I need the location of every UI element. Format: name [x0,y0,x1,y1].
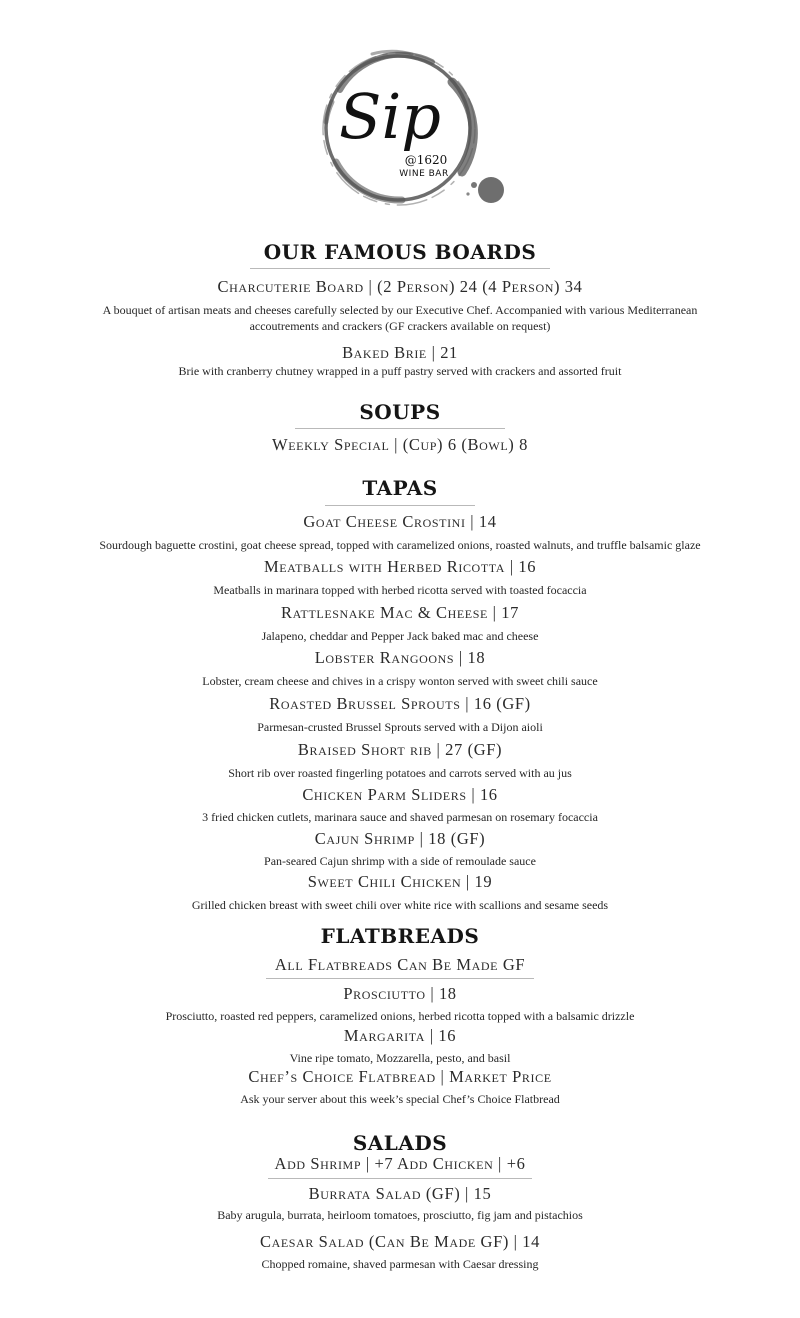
tapas-item-description: Meatballs in marinara topped with herbed ricotta served with toasted focaccia [213,583,587,597]
tapas-item-title: Roasted Brussel Sprouts | 16 (GF) [269,694,531,713]
tapas-item-title: Rattlesnake Mac & Cheese | 17 [280,603,519,622]
logo-name: Sip [339,80,441,153]
flatbread-item-description: Ask your server about this week’s special Chef’s Choice Flatbread [240,1092,560,1106]
tapas-item-description: Parmesan-crusted Brussel Sprouts served with a Dijon aioli [257,720,543,734]
tapas-item-description: Sourdough baguette crostini, goat cheese spread, topped with caramelized onions, roasted walnuts, and truffle balsamic glaze [99,538,701,552]
tapas-item-description: Pan-seared Cajun shrimp with a side of remoulade sauce [264,854,536,868]
wine-drop-icon [478,177,504,203]
boards-heading: OUR FAMOUS BOARDS [263,240,537,264]
tapas-item-title: Chicken Parm Sliders | 16 [302,785,498,804]
charcuterie-board-description: A bouquet of artisan meats and cheeses carefully selected by our Executive Chef. Accompanied with various Mediterranean [102,303,698,317]
tapas-item-description: Grilled chicken breast with sweet chili over white rice with scallions and sesame seeds [191,898,609,912]
weekly-special-title: Weekly Special | (Cup) 6 (Bowl) 8 [272,435,528,454]
tapas-item-title: Braised Short rib | 27 (GF) [297,740,503,759]
boards-divider [250,268,550,269]
salad-item-description: Chopped romaine, shaved parmesan with Caesar dressing [261,1257,539,1271]
salads-add-protein-note: Add Shrimp | +7 Add Chicken | +6 [274,1154,526,1173]
logo-tagline: WINE BAR [399,169,449,179]
tapas-item-title: Goat Cheese Crostini | 14 [303,512,497,531]
tapas-item-title: Sweet Chili Chicken | 19 [307,872,493,891]
tapas-item-title: Lobster Rangoons | 18 [314,648,486,667]
tapas-item-title: Cajun Shrimp | 18 (GF) [314,829,486,848]
tapas-item-description: Short rib over roasted fingerling potatoes and carrots served with au jus [228,766,572,780]
salad-item-title: Burrata Salad (GF) | 15 [308,1184,492,1203]
flatbread-item-title: Chef’s Choice Flatbread | Market Price [248,1067,552,1086]
tapas-item-description: Lobster, cream cheese and chives in a crispy wonton served with sweet chili sauce [202,674,598,688]
logo-at: @1620 [404,153,448,167]
tapas-divider [325,505,475,506]
flatbreads-heading: FLATBREADS [320,924,480,948]
baked-brie-title: Baked Brie | 21 [342,343,458,362]
charcuterie-board-title: Charcuterie Board | (2 Person) 24 (4 Person) 34 [217,277,583,296]
salads-heading: SALADS [352,1131,448,1155]
flatbreads-divider [266,978,534,979]
tapas-item-description: Jalapeno, cheddar and Pepper Jack baked mac and cheese [261,629,539,643]
soups-divider [295,428,505,429]
soups-heading: SOUPS [359,400,441,424]
flatbread-item-title: Prosciutto | 18 [343,984,457,1003]
sip-wine-bar-logo [312,42,512,217]
flatbread-item-title: Margarita | 16 [343,1026,457,1045]
flatbread-item-description: Prosciutto, roasted red peppers, caramelized onions, herbed ricotta topped with a balsamic drizzle [165,1009,635,1023]
baked-brie-description: Brie with cranberry chutney wrapped in a puff pastry served with crackers and assorted fruit [178,364,622,378]
salad-item-title: Caesar Salad (Can Be Made GF) | 14 [259,1232,540,1251]
tapas-item-description: 3 fried chicken cutlets, marinara sauce and shaved parmesan on rosemary focaccia [202,810,598,824]
tapas-item-title: Meatballs with Herbed Ricotta | 16 [263,557,537,576]
salads-divider [268,1178,532,1179]
tapas-heading: TAPAS [362,476,438,500]
salad-item-description: Baby arugula, burrata, heirloom tomatoes, prosciutto, fig jam and pistachios [217,1208,583,1222]
flatbread-item-description: Vine ripe tomato, Mozzarella, pesto, and basil [289,1051,511,1065]
charcuterie-board-description-cont: accoutrements and crackers (GF crackers available on request) [249,319,551,333]
flatbreads-gf-note: All Flatbreads Can Be Made GF [274,955,526,974]
